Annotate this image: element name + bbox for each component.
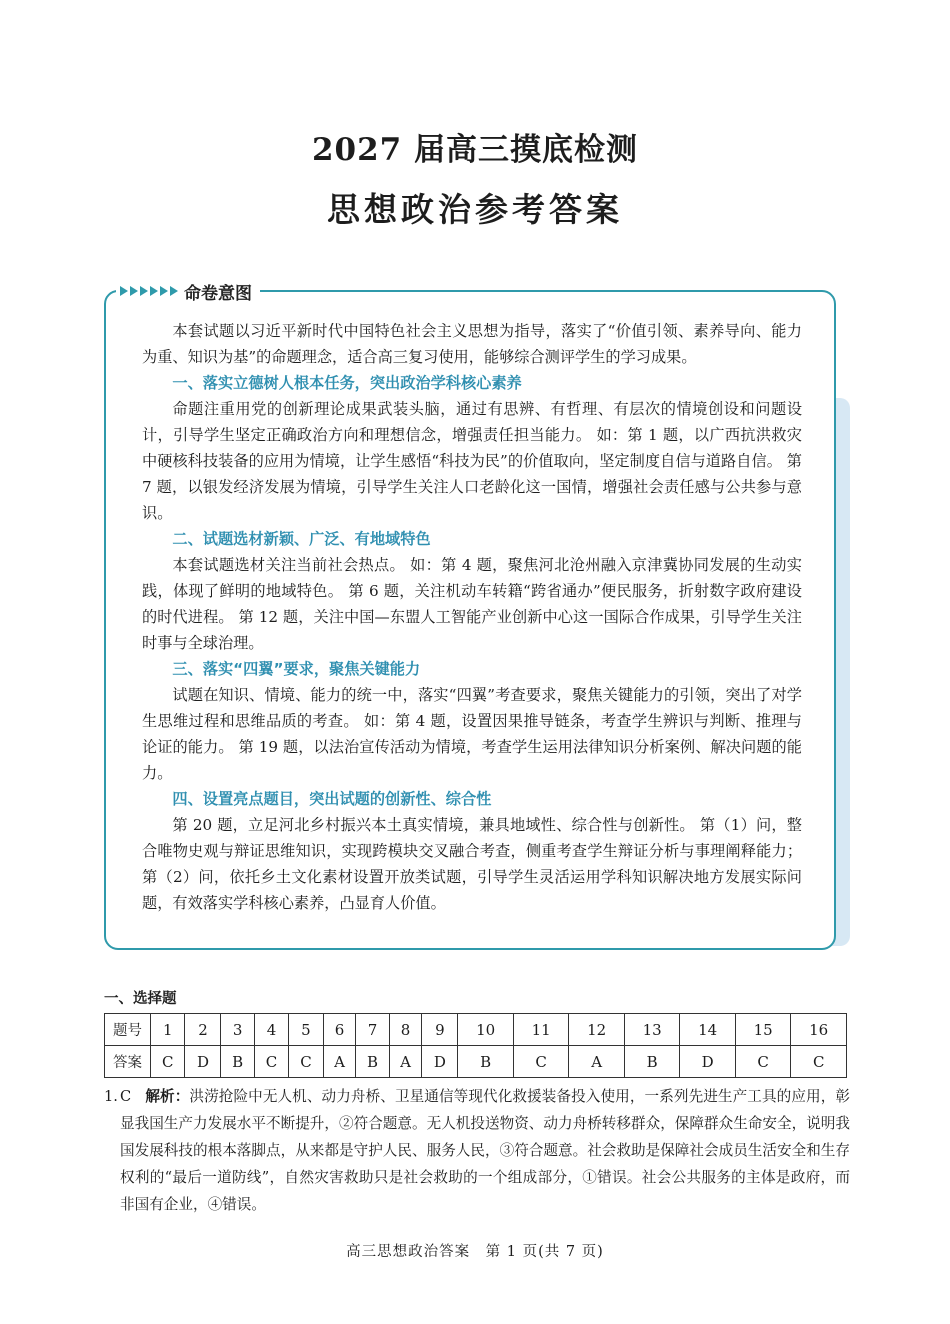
analysis-keyword: 解析： <box>145 1088 190 1105</box>
table-cell-answer: D <box>185 1046 221 1078</box>
intent-intro: 本套试题以习近平新时代中国特色社会主义思想为指导，落实了“价值引领、素养导向、能力为重、知识为基”的命题理念，适合高三复习使用，能够综合测评学生的学习成果。 <box>142 322 802 366</box>
table-cell-answer: A <box>323 1046 356 1078</box>
table-cell-answer: C <box>791 1046 847 1078</box>
table-cell-number: 14 <box>680 1014 736 1046</box>
intent-heading-2: 二、试题选材新颖、广泛、有地域特色 <box>172 530 431 548</box>
table-cell-number: 7 <box>356 1014 389 1046</box>
table-cell-answer: A <box>389 1046 422 1078</box>
table-cell-answer: D <box>680 1046 736 1078</box>
table-cell-number: 15 <box>735 1014 791 1046</box>
table-cell-answer: B <box>221 1046 254 1078</box>
doc-title-line2: 思想政治参考答案 <box>327 190 623 229</box>
table-cell-number: 16 <box>791 1014 847 1046</box>
table-cell-answer: B <box>624 1046 680 1078</box>
table-cell-number: 5 <box>289 1014 323 1046</box>
question-answer: C <box>120 1088 132 1105</box>
analysis-text: 洪涝抢险中无人机、动力舟桥、卫星通信等现代化救援装备投入使用，一系列先进生产工具的应用，彰显我国生产力发展水平不断提升，②符合题意。无人机投送物资、动力舟桥转移群众，保障群众生命安全，说明我国发展科技的根本落脚点，从来都是守护人民、服务人民，③符合题意。社会救助是保障社会成员生活安全和生存权利的“最后一道防线”，自然灾害救助只是社会救助的一个组成部分，①错误。社会公共服务的主体是政府，而非国有企业，④错误。 <box>120 1088 850 1213</box>
intent-heading-4: 四、设置亮点题目，突出试题的创新性、综合性 <box>172 790 492 808</box>
answer-table-number-row <box>105 1014 847 1046</box>
table-cell-number: 1 <box>151 1014 185 1046</box>
table-cell-answer: C <box>289 1046 323 1078</box>
table-cell-answer: C <box>254 1046 288 1078</box>
table-header-answer: 答案 <box>105 1046 151 1078</box>
table-cell-answer: B <box>356 1046 389 1078</box>
intent-text-1: 命题注重用党的创新理论成果武装头脑，通过有思辨、有哲理、有层次的情境创设和问题设计，引导学生坚定正确政治方向和理想信念，增强责任担当能力。 如：第 1 题，以广西抗洪救灾中硬核科技装备的应用为情境，让学生感悟“科技为民”的价值取向，坚定制度自信与道路自信。 第 7 题，以银发经济发展为情境，引导学生关注人口老龄化这一国情，增强社会责任感与公共参与意识。 <box>142 400 802 522</box>
intent-box-content <box>142 318 802 916</box>
intent-box-header <box>116 278 260 304</box>
table-cell-number: 10 <box>458 1014 514 1046</box>
table-cell-answer: B <box>458 1046 514 1078</box>
intent-box-title: 命卷意图 <box>184 283 252 304</box>
choice-section-label: 一、选择题 <box>104 991 177 1007</box>
table-cell-number: 2 <box>185 1014 221 1046</box>
table-cell-number: 12 <box>569 1014 625 1046</box>
table-cell-answer: C <box>513 1046 569 1078</box>
table-cell-answer: C <box>735 1046 791 1078</box>
table-cell-answer: C <box>151 1046 185 1078</box>
analysis-q1 <box>104 1083 850 1218</box>
intent-text-2: 本套试题选材关注当前社会热点。 如：第 4 题，聚焦河北沧州融入京津冀协同发展的生动实践，体现了鲜明的地域特色。 第 6 题，关注机动车转籍“跨省通办”便民服务，折射数字政府建设的时代进程。 第 12 题，关注中国—东盟人工智能产业创新中心这一国际合作成果，引导学生关注时事与全球治理。 <box>142 556 802 652</box>
table-header-number: 题号 <box>105 1014 151 1046</box>
table-cell-answer: A <box>569 1046 625 1078</box>
question-number: 1. <box>104 1088 118 1105</box>
answer-table-answer-row <box>105 1046 847 1078</box>
table-cell-number: 11 <box>513 1014 569 1046</box>
page-footer: 高三思想政治答案 第 1 页(共 7 页) <box>346 1244 604 1260</box>
intent-heading-1: 一、落实立德树人根本任务，突出政治学科核心素养 <box>172 374 522 392</box>
intent-text-3: 试题在知识、情境、能力的统一中，落实“四翼”考查要求，聚焦关键能力的引领，突出了对学生思维过程和思维品质的考查。 如：第 4 题，设置因果推导链条，考查学生辨识与判断、推理与论证的能力。 第 19 题，以法治宣传活动为情境，考查学生运用法律知识分析案例、解决问题的能力。 <box>142 686 802 782</box>
table-cell-number: 4 <box>254 1014 288 1046</box>
intent-heading-3: 三、落实“四翼”要求，聚焦关键能力 <box>172 660 421 678</box>
arrow-decoration-icon <box>120 286 178 296</box>
table-cell-answer: D <box>422 1046 458 1078</box>
answer-table <box>104 1013 847 1078</box>
table-cell-number: 6 <box>323 1014 356 1046</box>
doc-title-line1: 2027 届高三摸底检测 <box>311 132 639 168</box>
table-cell-number: 13 <box>624 1014 680 1046</box>
intent-text-4: 第 20 题，立足河北乡村振兴本土真实情境，兼具地域性、综合性与创新性。 第（1）问，整合唯物史观与辩证思维知识，实现跨模块交叉融合考查，侧重考查学生辩证分析与事理阐释能力；第（2）问，依托乡土文化素材设置开放类试题，引导学生灵活运用学科知识解决地方发展实际问题，有效落实学科核心素养，凸显育人价值。 <box>142 816 802 912</box>
table-cell-number: 9 <box>422 1014 458 1046</box>
table-cell-number: 8 <box>389 1014 422 1046</box>
table-cell-number: 3 <box>221 1014 254 1046</box>
